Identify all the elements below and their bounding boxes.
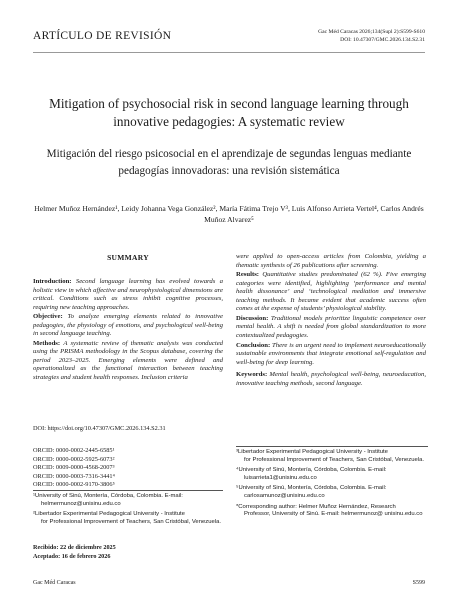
affiliations-left [33,493,223,529]
abstract-methods-continued [236,253,426,270]
footer-journal: Gac Méd Caracas [33,580,76,586]
affiliation-rule-left [33,490,223,491]
methods-text: A systematic review of thematic analysis was conducted using the PRISMA methodology in the Scopus database, covering the period 2023–2025. Emerging elements were defined and operationalized as the functional interaction between teaching strategies and student health responses. Inclusion criteria [33,339,224,381]
corresponding-author [236,504,428,519]
results-text: Quantitative studies predominated (62 %). Five emerging categories were identified, highlighting ‘performance and mental health dissonance’ and ‘technological mediation and immersive teaching methods. It became evident that academic success often comes at the expense of students’ physiological stability. [236,271,427,313]
affiliation-continuation: for Professional Improvement of Teachers, San Cristóbal, Venezuela. [244,456,424,463]
conclusion-label: Conclusion: [236,341,271,349]
abstract-right-column [236,253,426,389]
journal-citation [318,28,425,44]
affiliation-line: ³Libertador Experimental Pedagogical University - Institute [236,449,388,455]
orcid-entry[interactable]: ORCID: 0009-0000-4568-2007³ [33,464,115,472]
article-doi-link[interactable]: DOI: https://doi.org/10.47307/GMC.2026.134.S2.31 [33,425,166,432]
affiliation-line: ⁵University of Sinú, Montería, Córdoba, Colombia. E-mail: [236,485,387,492]
abstract-left-column [33,278,223,384]
journal-line: Gac Méd Caracas 2026;134(Supl 2):S599-S610 [318,29,425,35]
objective-label: Objective: [33,313,63,321]
orcid-entry[interactable]: ORCID: 0000-0002-5925-6073² [33,455,115,463]
abstract-introduction [33,278,223,312]
affiliation-entry [236,449,428,464]
affiliation-continuation: for Professional Improvement of Teachers, San Cristóbal, Venezuela. [41,518,221,525]
affiliations-right [236,449,428,522]
affiliation-entry [33,511,223,526]
received-date: Recibido: 22 de diciembre 2025 [33,544,116,551]
methods-continued-text: were applied to open-access articles from Colombia, yielding a thematic synthesis of 26 publications after screening. [236,253,426,269]
affiliation-rule-right [236,446,428,447]
affiliation-entry [33,493,223,508]
article-title: Mitigation of psychosocial risk in second language learning through innovative pedagogies: A systematic review [49,96,409,129]
orcid-entry[interactable]: ORCID: 0000-0002-2445-6585¹ [33,447,115,454]
results-label: Results: [236,271,260,279]
doi-line: DOI: 10.47307/GMC.2026.134.S2.31 [340,37,425,43]
affiliation-continuation: helmermunoz@unisinu.edu.co [41,500,121,507]
methods-label: Methods: [33,339,61,347]
discussion-text: Traditional models prioritize linguistic competence over mental health. A shift is needed from global standardization to more contextualized pedagogies. [236,314,426,339]
abstract-objective [33,313,223,339]
article-subtitle: Mitigación del riesgo psicosocial en el aprendizaje de segundas lenguas mediante pedagogías innovadoras: una revisión sistemática [46,148,412,177]
keywords-text: Mental health, psychological well-being, neuroeducation, innovative teaching methods, second language. [236,371,426,387]
discussion-label: Discussion: [236,314,269,322]
publication-dates [33,544,116,561]
section-label: ARTÍCULO DE REVISIÓN [33,30,172,42]
introduction-text: Second language learning has evolved towards a holistic view in which affective and neurophysiological dimensions are critical. Conditions such as stress inhibit cognitive processes, requiring new teaching approaches. [33,278,223,311]
affiliation-line: ⁴University of Sinú, Montería, Córdoba, Colombia. E-mail: [236,467,387,474]
footer-page-number: S599 [412,580,425,586]
affiliation-entry [236,467,428,482]
abstract-conclusion [236,342,426,368]
author-list: Helmer Muñoz Hernández¹, Leidy Johanna Vega González², María Fátima Trejo V³, Luis Alfonso Arrieta Vertel⁴, Carlos Andrés Muñoz Alvarez⁵ [34,204,424,224]
abstract-results [236,271,426,314]
affiliation-line: ²Libertador Experimental Pedagogical University - Institute [33,511,185,518]
orcid-entry[interactable]: ORCID: 0000-0003-7316-3441⁴ [33,472,115,480]
orcid-entry[interactable]: ORCID: 0000-0002-9170-3806⁵ [33,481,115,489]
affiliation-continuation: luisarrieta1@unisinu.edu.co [244,474,317,481]
abstract-keywords [236,371,426,388]
affiliation-line: *Corresponding author: Helmer Muñoz Hernández, Research [236,503,396,510]
affiliation-line: ¹University of Sinú, Montería, Córdoba, Colombia. E-mail: [33,493,183,499]
accepted-date: Aceptado: 16 de febrero 2026 [33,552,111,560]
affiliation-entry [236,485,428,500]
affiliation-continuation: Professor, University of Sinú. E-mail: helmermunoz@ unisinu.edu.co [244,511,423,518]
conclusion-text: There is an urgent need to implement neuroeducationally sustainable environments that integrate emotional self-regulation and well-being for deep learning. [236,341,427,366]
header-rule [33,52,425,53]
objective-text: To analyze emerging elements related to innovative pedagogies, the physiology of emotions, and psychological well-being in second language teaching. [33,313,223,338]
keywords-label: Keywords: [236,371,268,379]
summary-heading: SUMMARY [107,253,149,262]
orcid-list [33,447,115,490]
abstract-discussion [236,315,426,341]
affiliation-continuation: carlosamunoz@unisinu.edu.co [244,492,325,499]
abstract-methods [33,340,223,383]
introduction-label: Introduction: [33,278,72,285]
